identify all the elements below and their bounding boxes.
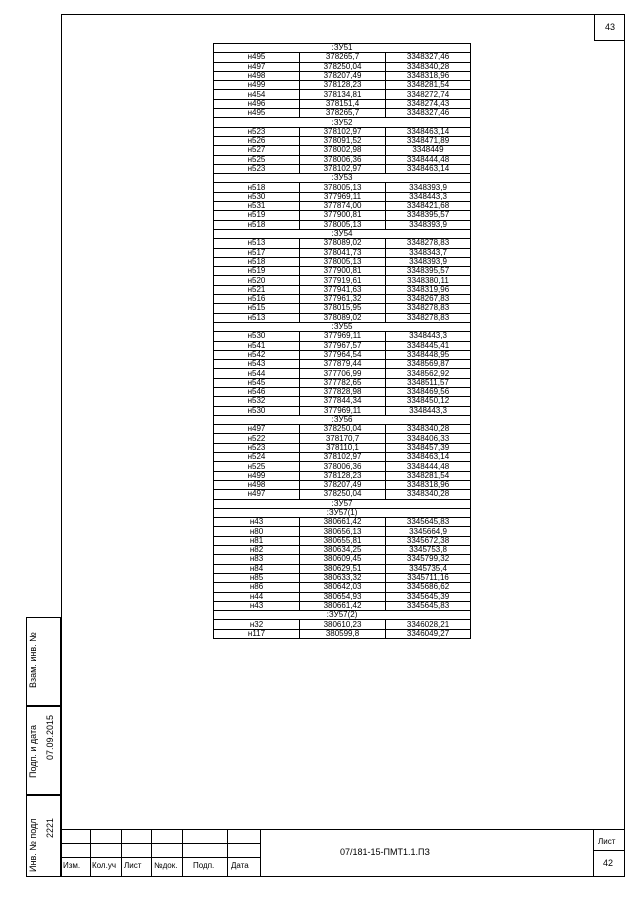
table-row bbox=[214, 546, 471, 555]
parcel-header-row bbox=[214, 415, 471, 424]
y-coordinate-cell: 3348393,9 bbox=[386, 183, 471, 192]
point-id-cell: н44 bbox=[214, 592, 300, 601]
point-id-cell: н517 bbox=[214, 248, 300, 257]
x-coordinate-cell: 380655,81 bbox=[300, 536, 386, 545]
parcel-header: :ЗУ57(1) bbox=[214, 508, 471, 517]
x-coordinate-cell: 378110,1 bbox=[300, 443, 386, 452]
table-row bbox=[214, 220, 471, 229]
x-coordinate-cell: 380654,93 bbox=[300, 592, 386, 601]
table-row bbox=[214, 127, 471, 136]
x-coordinate-cell: 380599,8 bbox=[300, 629, 386, 638]
y-coordinate-cell: 3348327,46 bbox=[386, 53, 471, 62]
x-coordinate-cell: 378265,7 bbox=[300, 53, 386, 62]
table-row bbox=[214, 471, 471, 480]
y-coordinate-cell: 3348445,41 bbox=[386, 341, 471, 350]
x-coordinate-cell: 378089,02 bbox=[300, 239, 386, 248]
y-coordinate-cell: 3345686,62 bbox=[386, 583, 471, 592]
table-row bbox=[214, 536, 471, 545]
table-row bbox=[214, 360, 471, 369]
parcel-header-row bbox=[214, 499, 471, 508]
point-id-cell: н523 bbox=[214, 127, 300, 136]
y-coordinate-cell: 3348278,83 bbox=[386, 304, 471, 313]
parcel-header-row bbox=[214, 174, 471, 183]
x-coordinate-cell: 378005,13 bbox=[300, 183, 386, 192]
point-id-cell: н498 bbox=[214, 480, 300, 489]
x-coordinate-cell: 377919,61 bbox=[300, 276, 386, 285]
table-row bbox=[214, 267, 471, 276]
x-coordinate-cell: 377706,99 bbox=[300, 369, 386, 378]
point-id-cell: н541 bbox=[214, 341, 300, 350]
x-coordinate-cell: 377967,57 bbox=[300, 341, 386, 350]
y-coordinate-cell: 3348444,48 bbox=[386, 462, 471, 471]
point-id-cell: н545 bbox=[214, 378, 300, 387]
table-row bbox=[214, 239, 471, 248]
table-row bbox=[214, 313, 471, 322]
point-id-cell: н530 bbox=[214, 406, 300, 415]
y-coordinate-cell: 3348395,57 bbox=[386, 211, 471, 220]
table-row bbox=[214, 81, 471, 90]
x-coordinate-cell: 378041,73 bbox=[300, 248, 386, 257]
label-inv-podl: Инв. № подл bbox=[28, 818, 38, 872]
label-inv-zam: Взам. инв. № bbox=[28, 632, 38, 688]
table-row bbox=[214, 202, 471, 211]
point-id-cell: н84 bbox=[214, 564, 300, 573]
x-coordinate-cell: 380661,42 bbox=[300, 601, 386, 610]
sheet-number: 42 bbox=[603, 858, 614, 868]
x-coordinate-cell: 378102,97 bbox=[300, 127, 386, 136]
table-row bbox=[214, 71, 471, 80]
table-row bbox=[214, 90, 471, 99]
stamp-label-ndok: №док. bbox=[154, 861, 178, 870]
table-row bbox=[214, 295, 471, 304]
y-coordinate-cell: 3348569,87 bbox=[386, 360, 471, 369]
x-coordinate-cell: 378151,4 bbox=[300, 99, 386, 108]
point-id-cell: н515 bbox=[214, 304, 300, 313]
y-coordinate-cell: 3348463,14 bbox=[386, 453, 471, 462]
y-coordinate-cell: 3348393,9 bbox=[386, 257, 471, 266]
table-row bbox=[214, 573, 471, 582]
point-id-cell: н524 bbox=[214, 453, 300, 462]
y-coordinate-cell: 3348278,83 bbox=[386, 313, 471, 322]
point-id-cell: н498 bbox=[214, 71, 300, 80]
parcel-header-row bbox=[214, 322, 471, 331]
table-row bbox=[214, 136, 471, 145]
point-id-cell: н525 bbox=[214, 462, 300, 471]
table-row bbox=[214, 406, 471, 415]
point-id-cell: н499 bbox=[214, 471, 300, 480]
table-row bbox=[214, 332, 471, 341]
table-row bbox=[214, 387, 471, 396]
top-page-number: 43 bbox=[594, 14, 625, 41]
x-coordinate-cell: 380642,03 bbox=[300, 583, 386, 592]
table-row bbox=[214, 555, 471, 564]
table-row bbox=[214, 434, 471, 443]
y-coordinate-cell: 3345753,8 bbox=[386, 546, 471, 555]
x-coordinate-cell: 380609,45 bbox=[300, 555, 386, 564]
y-coordinate-cell: 3348340,28 bbox=[386, 490, 471, 499]
y-coordinate-cell: 3348343,7 bbox=[386, 248, 471, 257]
point-id-cell: н496 bbox=[214, 99, 300, 108]
x-coordinate-cell: 380661,42 bbox=[300, 518, 386, 527]
point-id-cell: н85 bbox=[214, 573, 300, 582]
y-coordinate-cell: 3348443,3 bbox=[386, 332, 471, 341]
table-row bbox=[214, 341, 471, 350]
x-coordinate-cell: 378089,02 bbox=[300, 313, 386, 322]
x-coordinate-cell: 380629,51 bbox=[300, 564, 386, 573]
y-coordinate-cell: 3348278,83 bbox=[386, 239, 471, 248]
table-row bbox=[214, 453, 471, 462]
y-coordinate-cell: 3345645,83 bbox=[386, 601, 471, 610]
y-coordinate-cell: 3348448,95 bbox=[386, 350, 471, 359]
point-id-cell: н531 bbox=[214, 202, 300, 211]
y-coordinate-cell: 3345711,16 bbox=[386, 573, 471, 582]
x-coordinate-cell: 377969,11 bbox=[300, 332, 386, 341]
label-podp-data: Подп. и дата bbox=[28, 724, 38, 778]
table-row bbox=[214, 620, 471, 629]
y-coordinate-cell: 3348463,14 bbox=[386, 127, 471, 136]
table-row bbox=[214, 211, 471, 220]
table-row bbox=[214, 480, 471, 489]
point-id-cell: н542 bbox=[214, 350, 300, 359]
x-coordinate-cell: 378005,13 bbox=[300, 257, 386, 266]
y-coordinate-cell: 3348327,46 bbox=[386, 109, 471, 118]
table-row bbox=[214, 397, 471, 406]
point-id-cell: н32 bbox=[214, 620, 300, 629]
y-coordinate-cell: 3348421,68 bbox=[386, 202, 471, 211]
sheet-label: Лист bbox=[598, 837, 616, 846]
point-id-cell: н495 bbox=[214, 53, 300, 62]
point-id-cell: н546 bbox=[214, 387, 300, 396]
point-id-cell: н544 bbox=[214, 369, 300, 378]
stamp-label-kol-uch: Кол.уч bbox=[92, 861, 116, 870]
y-coordinate-cell: 3348318,96 bbox=[386, 480, 471, 489]
parcel-header: :ЗУ54 bbox=[214, 229, 471, 238]
x-coordinate-cell: 378006,36 bbox=[300, 462, 386, 471]
x-coordinate-cell: 377828,98 bbox=[300, 387, 386, 396]
y-coordinate-cell: 3348281,54 bbox=[386, 471, 471, 480]
y-coordinate-cell: 3348340,28 bbox=[386, 425, 471, 434]
x-coordinate-cell: 378015,95 bbox=[300, 304, 386, 313]
x-coordinate-cell: 378207,49 bbox=[300, 71, 386, 80]
table-row bbox=[214, 155, 471, 164]
y-coordinate-cell: 3348444,48 bbox=[386, 155, 471, 164]
table-row bbox=[214, 378, 471, 387]
x-coordinate-cell: 378207,49 bbox=[300, 480, 386, 489]
table-row bbox=[214, 109, 471, 118]
point-id-cell: н518 bbox=[214, 183, 300, 192]
point-id-cell: н530 bbox=[214, 192, 300, 201]
x-coordinate-cell: 377844,34 bbox=[300, 397, 386, 406]
parcel-header: :ЗУ56 bbox=[214, 415, 471, 424]
point-id-cell: н523 bbox=[214, 443, 300, 452]
point-id-cell: н43 bbox=[214, 601, 300, 610]
y-coordinate-cell: 3348449 bbox=[386, 146, 471, 155]
y-coordinate-cell: 3346049,27 bbox=[386, 629, 471, 638]
x-coordinate-cell: 378250,04 bbox=[300, 490, 386, 499]
y-coordinate-cell: 3348406,33 bbox=[386, 434, 471, 443]
y-coordinate-cell: 3348443,3 bbox=[386, 406, 471, 415]
point-id-cell: н497 bbox=[214, 62, 300, 71]
x-coordinate-cell: 377961,32 bbox=[300, 295, 386, 304]
point-id-cell: н454 bbox=[214, 90, 300, 99]
y-coordinate-cell: 3345735,4 bbox=[386, 564, 471, 573]
x-coordinate-cell: 378128,23 bbox=[300, 81, 386, 90]
point-id-cell: н516 bbox=[214, 295, 300, 304]
point-id-cell: н522 bbox=[214, 434, 300, 443]
y-coordinate-cell: 3345664,9 bbox=[386, 527, 471, 536]
table-row bbox=[214, 146, 471, 155]
y-coordinate-cell: 3348272,74 bbox=[386, 90, 471, 99]
x-coordinate-cell: 378005,13 bbox=[300, 220, 386, 229]
x-coordinate-cell: 377782,65 bbox=[300, 378, 386, 387]
table-row bbox=[214, 276, 471, 285]
y-coordinate-cell: 3348318,96 bbox=[386, 71, 471, 80]
x-coordinate-cell: 378265,7 bbox=[300, 109, 386, 118]
x-coordinate-cell: 380610,23 bbox=[300, 620, 386, 629]
x-coordinate-cell: 378128,23 bbox=[300, 471, 386, 480]
x-coordinate-cell: 378250,04 bbox=[300, 425, 386, 434]
parcel-header: :ЗУ53 bbox=[214, 174, 471, 183]
table-row bbox=[214, 518, 471, 527]
parcel-header-row bbox=[214, 44, 471, 53]
x-coordinate-cell: 377900,81 bbox=[300, 267, 386, 276]
x-coordinate-cell: 377879,44 bbox=[300, 360, 386, 369]
x-coordinate-cell: 380633,32 bbox=[300, 573, 386, 582]
y-coordinate-cell: 3348469,56 bbox=[386, 387, 471, 396]
y-coordinate-cell: 3348511,57 bbox=[386, 378, 471, 387]
stamp-label-data: Дата bbox=[231, 861, 249, 870]
x-coordinate-cell: 380634,25 bbox=[300, 546, 386, 555]
table-row bbox=[214, 164, 471, 173]
point-id-cell: н527 bbox=[214, 146, 300, 155]
x-coordinate-cell: 378250,04 bbox=[300, 62, 386, 71]
y-coordinate-cell: 3345799,32 bbox=[386, 555, 471, 564]
point-id-cell: н117 bbox=[214, 629, 300, 638]
table-row bbox=[214, 601, 471, 610]
y-coordinate-cell: 3348457,39 bbox=[386, 443, 471, 452]
point-id-cell: н513 bbox=[214, 313, 300, 322]
y-coordinate-cell: 3348463,14 bbox=[386, 164, 471, 173]
y-coordinate-cell: 3348319,96 bbox=[386, 285, 471, 294]
x-coordinate-cell: 377969,11 bbox=[300, 192, 386, 201]
y-coordinate-cell: 3348380,11 bbox=[386, 276, 471, 285]
y-coordinate-cell: 3348393,9 bbox=[386, 220, 471, 229]
x-coordinate-cell: 378102,97 bbox=[300, 453, 386, 462]
x-coordinate-cell: 377900,81 bbox=[300, 211, 386, 220]
point-id-cell: н520 bbox=[214, 276, 300, 285]
point-id-cell: н81 bbox=[214, 536, 300, 545]
point-id-cell: н530 bbox=[214, 332, 300, 341]
y-coordinate-cell: 3345645,39 bbox=[386, 592, 471, 601]
point-id-cell: н543 bbox=[214, 360, 300, 369]
table-row bbox=[214, 564, 471, 573]
table-row bbox=[214, 183, 471, 192]
stamp-label-list: Лист bbox=[124, 861, 142, 870]
table-row bbox=[214, 425, 471, 434]
table-row bbox=[214, 304, 471, 313]
parcel-header: :ЗУ52 bbox=[214, 118, 471, 127]
x-coordinate-cell: 378170,7 bbox=[300, 434, 386, 443]
x-coordinate-cell: 377941,63 bbox=[300, 285, 386, 294]
point-id-cell: н523 bbox=[214, 164, 300, 173]
y-coordinate-cell: 3345672,38 bbox=[386, 536, 471, 545]
point-id-cell: н513 bbox=[214, 239, 300, 248]
x-coordinate-cell: 378006,36 bbox=[300, 155, 386, 164]
point-id-cell: н499 bbox=[214, 81, 300, 90]
point-id-cell: н519 bbox=[214, 267, 300, 276]
y-coordinate-cell: 3348471,89 bbox=[386, 136, 471, 145]
y-coordinate-cell: 3348267,83 bbox=[386, 295, 471, 304]
table-row bbox=[214, 53, 471, 62]
point-id-cell: н518 bbox=[214, 257, 300, 266]
table-row bbox=[214, 192, 471, 201]
point-id-cell: н82 bbox=[214, 546, 300, 555]
x-coordinate-cell: 380656,13 bbox=[300, 527, 386, 536]
point-id-cell: н526 bbox=[214, 136, 300, 145]
point-id-cell: н86 bbox=[214, 583, 300, 592]
document-code: 07/181-15-ПМТ1.1.ПЗ bbox=[340, 847, 430, 857]
y-coordinate-cell: 3346028,21 bbox=[386, 620, 471, 629]
point-id-cell: н80 bbox=[214, 527, 300, 536]
parcel-header: :ЗУ57(2) bbox=[214, 611, 471, 620]
stamp-label-podp: Подп. bbox=[193, 861, 215, 870]
table-row bbox=[214, 527, 471, 536]
table-row bbox=[214, 62, 471, 71]
point-id-cell: н521 bbox=[214, 285, 300, 294]
point-id-cell: н43 bbox=[214, 518, 300, 527]
x-coordinate-cell: 378091,52 bbox=[300, 136, 386, 145]
y-coordinate-cell: 3348395,57 bbox=[386, 267, 471, 276]
point-id-cell: н83 bbox=[214, 555, 300, 564]
table-row bbox=[214, 462, 471, 471]
point-id-cell: н519 bbox=[214, 211, 300, 220]
point-id-cell: н497 bbox=[214, 425, 300, 434]
x-coordinate-cell: 378002,98 bbox=[300, 146, 386, 155]
table-row bbox=[214, 592, 471, 601]
x-coordinate-cell: 377964,54 bbox=[300, 350, 386, 359]
point-id-cell: н497 bbox=[214, 490, 300, 499]
x-coordinate-cell: 378102,97 bbox=[300, 164, 386, 173]
y-coordinate-cell: 3348443,3 bbox=[386, 192, 471, 201]
point-id-cell: н525 bbox=[214, 155, 300, 164]
y-coordinate-cell: 3345645,83 bbox=[386, 518, 471, 527]
point-id-cell: н518 bbox=[214, 220, 300, 229]
table-row bbox=[214, 490, 471, 499]
table-row bbox=[214, 443, 471, 452]
table-row bbox=[214, 99, 471, 108]
parcel-header-row bbox=[214, 508, 471, 517]
y-coordinate-cell: 3348562,92 bbox=[386, 369, 471, 378]
parcel-header-row bbox=[214, 118, 471, 127]
parcel-header: :ЗУ55 bbox=[214, 322, 471, 331]
x-coordinate-cell: 377874,00 bbox=[300, 202, 386, 211]
table-row bbox=[214, 629, 471, 638]
x-coordinate-cell: 378134,81 bbox=[300, 90, 386, 99]
y-coordinate-cell: 3348274,43 bbox=[386, 99, 471, 108]
point-id-cell: н532 bbox=[214, 397, 300, 406]
point-id-cell: н495 bbox=[214, 109, 300, 118]
parcel-header: :ЗУ57 bbox=[214, 499, 471, 508]
table-row bbox=[214, 248, 471, 257]
table-row bbox=[214, 285, 471, 294]
table-row bbox=[214, 583, 471, 592]
stamp-label-izm: Изм. bbox=[63, 861, 81, 870]
y-coordinate-cell: 3348340,28 bbox=[386, 62, 471, 71]
x-coordinate-cell: 377969,11 bbox=[300, 406, 386, 415]
y-coordinate-cell: 3348450,12 bbox=[386, 397, 471, 406]
parcel-header-row bbox=[214, 611, 471, 620]
coordinates-table bbox=[213, 43, 471, 639]
table-row bbox=[214, 350, 471, 359]
table-row bbox=[214, 369, 471, 378]
table-row bbox=[214, 257, 471, 266]
signing-date: 07.09.2015 bbox=[45, 714, 55, 760]
parcel-header: :ЗУ51 bbox=[214, 44, 471, 53]
parcel-header-row bbox=[214, 229, 471, 238]
inventory-number: 2221 bbox=[45, 817, 55, 838]
y-coordinate-cell: 3348281,54 bbox=[386, 81, 471, 90]
